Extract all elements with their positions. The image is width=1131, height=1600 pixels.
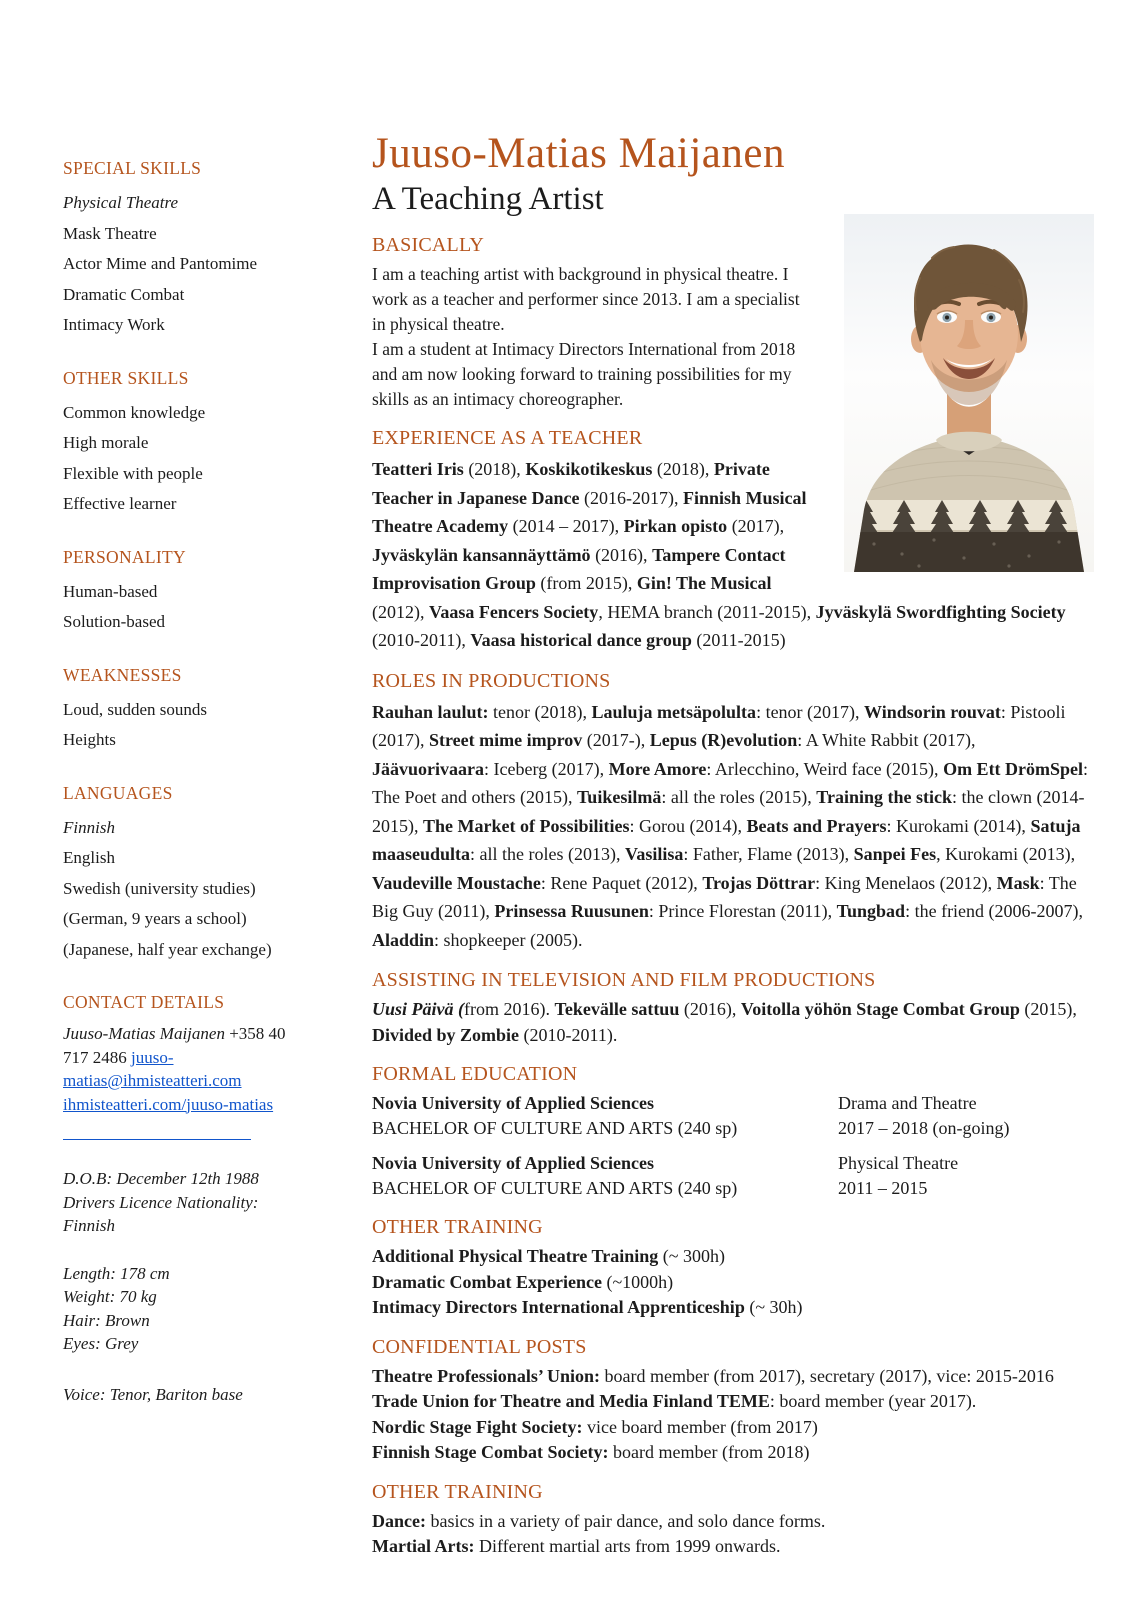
text-run: Gin! The Musical: [636, 573, 772, 594]
text-run: vice board member (from 2017): [582, 1416, 818, 1437]
sidebar-item: Actor Mime and Pantomime: [63, 254, 258, 273]
text-run: : Pistooli (2017),: [372, 701, 1066, 751]
section-roles: [372, 670, 1094, 955]
roles-heading: ROLES IN PRODUCTIONS: [372, 669, 611, 692]
sidebar-item: Loud, sudden sounds: [63, 699, 208, 719]
text-run: Prinsessa Ruusunen: [494, 901, 649, 922]
text-run: Training the stick: [816, 787, 952, 808]
section-weaknesses: [63, 665, 315, 756]
contact-details-text: [63, 1022, 315, 1116]
text-run: : board member (year 2017).: [769, 1391, 977, 1412]
text-run: Vaasa historical dance group: [470, 630, 692, 651]
personality-heading: PERSONALITY: [63, 546, 186, 567]
text-run: The Market of Possibilities: [423, 815, 630, 836]
text-run: Tungbad: [836, 901, 906, 922]
languages-list: [63, 813, 315, 966]
sidebar-item: D.O.B: December 12th 1988: [63, 1169, 259, 1188]
sidebar-item: Drivers Licence Nationality:: [63, 1192, 259, 1212]
text-run: (2014 – 2017),: [508, 516, 624, 537]
text-run: : shopkeeper (2005).: [434, 929, 583, 950]
section-other-training-2: [372, 1481, 1094, 1560]
sidebar-item: Solution-based: [63, 612, 165, 631]
training-line: [372, 1244, 1094, 1270]
post-line: [372, 1440, 1094, 1466]
text-run: (2012),: [372, 601, 429, 622]
sidebar-item: High morale: [63, 433, 149, 452]
contact-link[interactable]: juuso-matias@ihmisteatteri.com: [63, 1047, 242, 1090]
text-run: Private Teacher in Japanese Dance: [372, 459, 770, 508]
text-run: Koskikotikeskus: [525, 459, 653, 480]
sidebar-item: English: [63, 848, 115, 867]
sidebar-item: Weight: 70 kg: [63, 1287, 157, 1306]
sidebar-item: Hair: Brown: [63, 1310, 150, 1330]
sidebar-item: Intimacy Work: [63, 315, 165, 334]
text-run: , HEMA branch (2011-2015),: [598, 601, 816, 622]
contact-link[interactable]: ihmisteatteri.com/juuso-matias: [63, 1094, 274, 1114]
sidebar-item: Physical Theatre: [63, 193, 179, 212]
text-run: Vasilisa: [624, 844, 684, 865]
main-column: [372, 130, 1094, 1560]
text-run: Lauluja metsäpolulta: [591, 701, 757, 722]
text-run: +358 40 717 2486: [63, 1024, 286, 1067]
text-run: from 2016).: [464, 999, 555, 1020]
experience-heading: EXPERIENCE AS A TEACHER: [372, 427, 643, 450]
sidebar-item: (German, 9 years a school): [63, 909, 247, 928]
text-run: Mask: [996, 872, 1040, 893]
section-other-skills: [63, 368, 315, 520]
text-run: Vaudeville Moustache: [372, 872, 541, 893]
text-run: Nordic Stage Fight Society:: [372, 1416, 583, 1437]
text-run: (2016),: [590, 544, 653, 565]
text-run: Vaasa Fencers Society: [429, 601, 599, 622]
text-run: : the friend (2006-2007),: [905, 901, 1084, 922]
assisting-heading: ASSISTING IN TELEVISION AND FILM PRODUCTIONS: [372, 969, 876, 992]
text-run: Additional Physical Theatre Training: [372, 1246, 659, 1267]
text-run: (2015),: [1019, 999, 1077, 1020]
education-years: 2011 – 2015: [838, 1178, 928, 1199]
text-run: Beats and Prayers: [746, 815, 887, 836]
portrait-photo: [844, 214, 1094, 572]
languages-heading: LANGUAGES: [63, 782, 173, 803]
text-run: : The Big Guy (2011),: [372, 872, 1077, 922]
text-run: Rauhan laulut:: [372, 701, 489, 722]
text-run: Windsorin rouvat: [864, 701, 1001, 722]
section-education: [372, 1063, 1094, 1201]
text-run: board member (from 2017), secretary (2017), vice: 2015-2016: [600, 1365, 1054, 1386]
text-run: Divided by Zombie: [372, 1024, 520, 1045]
training-line: [372, 1509, 1094, 1535]
contact-details-heading: CONTACT DETAILS: [63, 992, 225, 1012]
text-run: Finnish Musical Theatre Academy: [372, 487, 807, 537]
text-run: : A White Rabbit (2017),: [797, 730, 976, 751]
text-run: , Kurokami (2013),: [936, 844, 1076, 865]
basically-heading: BASICALLY: [372, 234, 485, 257]
education-years: 2017 – 2018 (on-going): [838, 1118, 1010, 1139]
text-run: (~ 300h): [658, 1246, 725, 1267]
section-confidential-posts: [372, 1336, 1094, 1466]
text-run: : Father, Flame (2013),: [683, 844, 854, 865]
text-run: : Prince Florestan (2011),: [648, 901, 837, 922]
text-run: (~1000h): [601, 1271, 674, 1292]
sidebar-item: Human-based: [63, 581, 158, 601]
text-run: Tuikesilmä: [576, 787, 662, 808]
sidebar-item: Effective learner: [63, 494, 177, 513]
text-run: board member (from 2018): [608, 1442, 810, 1463]
post-line: [372, 1364, 1094, 1390]
sidebar-item: Dramatic Combat: [63, 284, 185, 304]
text-run: (~ 30h): [744, 1297, 803, 1318]
text-run: : Gorou (2014),: [629, 815, 747, 836]
sidebar-item: Finnish: [63, 1216, 115, 1235]
text-run: : all the roles (2013),: [470, 844, 625, 865]
text-run: : tenor (2017),: [756, 701, 865, 722]
personality-list: [63, 577, 315, 638]
text-run: (2017),: [727, 516, 785, 537]
text-run: Street mime improv: [429, 730, 583, 751]
education-school: Novia University of Applied Sciences: [372, 1093, 654, 1114]
section-assisting: [372, 969, 1094, 1048]
training-line: [372, 1534, 1094, 1560]
page-title: Juuso-Matias Maijanen: [372, 130, 785, 177]
other-training-2-heading: OTHER TRAINING: [372, 1480, 543, 1503]
text-run: More Amore: [608, 758, 707, 779]
sidebar-item: Swedish (university studies): [63, 878, 256, 898]
training-line: [372, 1270, 1094, 1296]
education-degree: BACHELOR OF CULTURE AND ARTS (240 sp): [372, 1118, 738, 1139]
education-entry-1: [372, 1091, 1094, 1141]
post-line: [372, 1389, 1094, 1415]
sidebar-item: Voice: Tenor, Bariton base: [63, 1384, 243, 1404]
physical-stats-block: [63, 1262, 315, 1356]
text-run: Theatre Professionals’ Union:: [372, 1365, 600, 1386]
text-run: (from 2015),: [535, 573, 637, 594]
roles-text: [372, 698, 1094, 955]
text-run: Satuja maaseudulta: [372, 815, 1081, 865]
dob-block: [63, 1167, 315, 1238]
text-run: (2018),: [652, 459, 714, 480]
section-personality: [63, 547, 315, 638]
text-run: Jäävuorivaara: [372, 758, 484, 779]
text-run: Martial Arts:: [372, 1536, 475, 1557]
text-run: Dance:: [372, 1510, 426, 1531]
text-run: Voitolla yöhön Stage Combat Group: [740, 999, 1020, 1020]
training-line: [372, 1295, 1094, 1321]
section-other-training-1: [372, 1216, 1094, 1321]
text-run: Om Ett DrömSpel: [943, 758, 1084, 779]
special-skills-heading: SPECIAL SKILLS: [63, 158, 202, 178]
text-run: Sanpei Fes: [853, 844, 937, 865]
text-run: Lepus (R)evolution: [649, 730, 798, 751]
section-contact-details: [63, 992, 315, 1140]
basically-paragraph-2: I am a student at Intimacy Directors International from 2018 and am now looking forward to training possibilities for my skills as an intimacy choreographer.: [372, 339, 796, 410]
text-run: (2016-2017),: [579, 487, 683, 508]
sidebar-item: Heights: [63, 730, 116, 749]
text-run: Finnish Stage Combat Society:: [372, 1442, 609, 1463]
page-subtitle: A Teaching Artist: [372, 181, 604, 218]
special-skills-list: [63, 188, 315, 341]
text-run: (2017-),: [582, 730, 650, 751]
voice-block: [63, 1383, 315, 1407]
basically-paragraph-1: I am a teaching artist with background in physical theatre. I work as a teacher and performer since 2013. I am a specialist in physical theatre.: [372, 264, 800, 335]
text-run: : Iceberg (2017),: [484, 758, 609, 779]
text-run: : The Poet and others (2015),: [372, 758, 1089, 808]
portrait-photo-image: [844, 214, 1094, 572]
text-run: Jyväskylän kansannäyttämö: [372, 544, 591, 565]
text-run: : the clown (2014-2015),: [372, 787, 1085, 836]
sidebar-item: Finnish: [63, 817, 115, 837]
confidential-posts-heading: CONFIDENTIAL POSTS: [372, 1335, 587, 1358]
text-run: Trojas Döttrar: [702, 872, 816, 893]
education-heading: FORMAL EDUCATION: [372, 1063, 578, 1086]
text-run: : Kurokami (2014),: [886, 815, 1031, 836]
text-run: : King Menelaos (2012),: [815, 872, 997, 893]
weaknesses-list: [63, 695, 315, 756]
text-run: Intimacy Directors International Apprenticeship: [372, 1297, 745, 1318]
sidebar-item: Common knowledge: [63, 402, 206, 422]
sidebar: [63, 158, 315, 1560]
text-run: : all the roles (2015),: [661, 787, 817, 808]
other-skills-list: [63, 398, 315, 520]
text-run: Different martial arts from 1999 onwards.: [474, 1536, 781, 1557]
assisting-text: [372, 997, 1094, 1048]
other-skills-heading: OTHER SKILLS: [63, 367, 189, 388]
education-field: Drama and Theatre: [838, 1093, 977, 1114]
sidebar-item: Flexible with people: [63, 463, 203, 483]
text-run: Teatteri Iris: [372, 459, 464, 480]
section-languages: [63, 783, 315, 966]
blank-link-underline: [63, 1116, 251, 1140]
sidebar-item: Length: 178 cm: [63, 1263, 170, 1283]
text-run: (2018),: [463, 459, 526, 480]
text-run: tenor (2018),: [488, 701, 592, 722]
text-run: Dramatic Combat Experience: [372, 1271, 602, 1292]
text-run: : Rene Paquet (2012),: [540, 872, 703, 893]
text-run: Pirkan opisto: [623, 516, 728, 537]
sidebar-item: Mask Theatre: [63, 223, 157, 243]
text-run: Tekevälle sattuu: [554, 999, 680, 1020]
education-field: Physical Theatre: [838, 1153, 959, 1174]
education-degree: BACHELOR OF CULTURE AND ARTS (240 sp): [372, 1178, 738, 1199]
other-training-1-heading: OTHER TRAINING: [372, 1216, 543, 1239]
text-run: (2010-2011),: [372, 630, 471, 651]
text-run: Juuso-Matias Maijanen: [63, 1024, 225, 1043]
weaknesses-heading: WEAKNESSES: [63, 664, 182, 685]
text-run: basics in a variety of pair dance, and solo dance forms.: [425, 1510, 826, 1531]
text-run: Aladdin: [372, 929, 435, 950]
education-school: Novia University of Applied Sciences: [372, 1153, 654, 1174]
text-run: (2016),: [679, 999, 741, 1020]
sidebar-item: (Japanese, half year exchange): [63, 939, 272, 959]
education-entry-2: [372, 1151, 1094, 1201]
text-run: Tampere Contact Improvisation Group: [372, 544, 786, 594]
text-run: Jyväskylä Swordfighting Society: [815, 601, 1066, 622]
sidebar-item: Eyes: Grey: [63, 1334, 139, 1353]
text-run: Uusi Päivä (: [372, 999, 464, 1020]
post-line: [372, 1415, 1094, 1441]
text-run: (2010-2011).: [519, 1024, 618, 1045]
text-run: Trade Union for Theatre and Media Finland TEME: [372, 1391, 770, 1412]
text-run: : Arlecchino, Weird face (2015),: [706, 758, 944, 779]
section-special-skills: [63, 158, 315, 341]
text-run: (2011-2015): [691, 630, 786, 651]
